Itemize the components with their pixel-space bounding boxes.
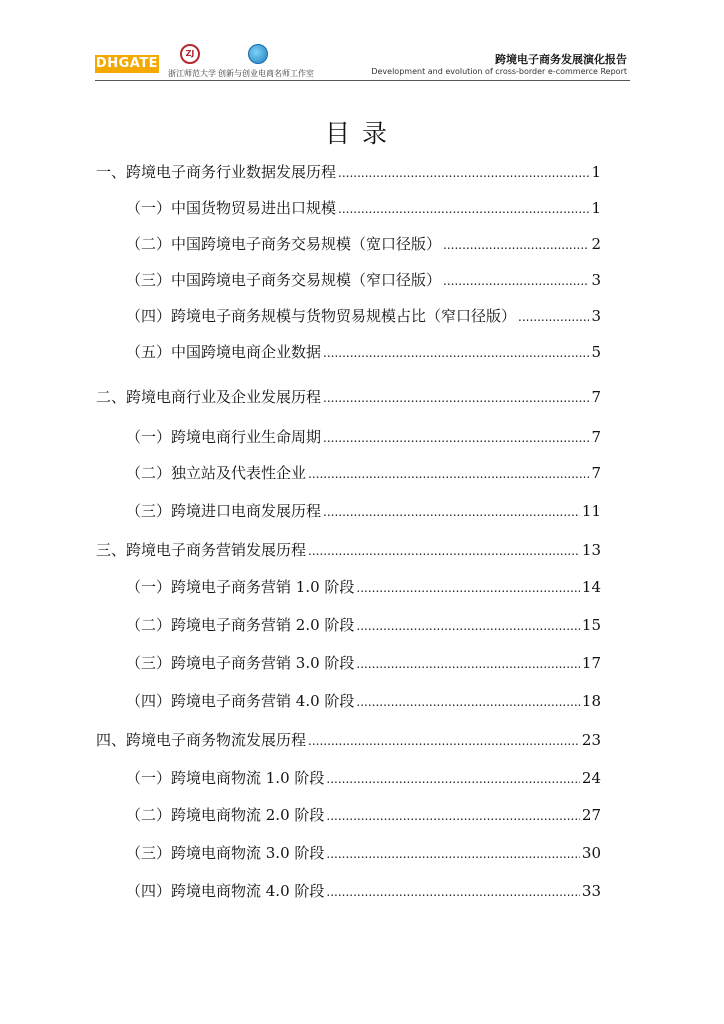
university-emblem-icon: ZJ [180,44,200,64]
dot-leader [323,386,589,410]
toc-entry-label: （一）跨境电子商务营销 1.0 阶段 [126,578,355,596]
dot-leader [326,804,580,828]
toc-entry-page: 13 [581,541,601,559]
toc-entry-page: 14 [581,578,601,596]
toc-entry-page: 2 [591,235,601,253]
toc-entry-label: （三）跨境进口电商发展历程 [126,502,322,520]
toc-entry-label: 一、跨境电子商务行业数据发展历程 [96,163,337,181]
toc-entry[interactable] [96,538,601,562]
dot-leader [308,462,589,486]
toc-entry[interactable] [96,232,601,256]
university-name: 浙江师范大学 [168,69,216,78]
toc-entry[interactable] [96,196,601,220]
toc-entry[interactable] [96,461,601,485]
toc-entry[interactable] [96,499,601,523]
globe-icon [248,44,268,64]
toc-entry-page: 24 [581,769,601,787]
toc-entry[interactable] [96,385,601,409]
toc-entry[interactable] [96,340,601,364]
toc-entry-page: 33 [581,882,601,900]
toc-entry-label: （一）中国货物贸易进出口规模 [126,199,337,217]
page-header [0,0,724,90]
university-logo [168,44,216,80]
toc-entry-label: （二）独立站及代表性企业 [126,464,307,482]
dot-leader [356,614,580,638]
toc-entry[interactable] [96,425,601,449]
dot-leader [356,652,580,676]
toc-entry[interactable] [96,728,601,752]
toc-entry-label: 三、跨境电子商务营销发展历程 [96,541,307,559]
dot-leader [443,269,589,293]
dot-leader [338,197,589,221]
toc-entry-label: （二）中国跨境电子商务交易规模（宽口径版） [126,235,442,253]
dot-leader [338,161,589,185]
toc-entry[interactable] [96,689,601,713]
dot-leader [443,233,589,257]
toc-entry[interactable] [96,766,601,790]
toc-entry-page: 17 [581,654,601,672]
toc-entry-page: 3 [591,271,601,289]
toc-entry[interactable] [96,879,601,903]
toc-entry[interactable] [96,803,601,827]
toc-entry-label: （五）中国跨境电商企业数据 [126,343,322,361]
toc-entry[interactable] [96,304,601,328]
toc-entry[interactable] [96,841,601,865]
toc-entry-label: （一）跨境电商物流 1.0 阶段 [126,769,325,787]
dot-leader [323,500,580,524]
dot-leader [326,880,580,904]
toc-entry[interactable] [96,575,601,599]
toc-entry-page: 7 [591,428,601,446]
toc-entry-label: （四）跨境电子商务营销 4.0 阶段 [126,692,355,710]
report-subtitle: Development and evolution of cross-border e-commerce Report [371,67,627,76]
dot-leader [518,305,589,329]
toc-entry-page: 5 [591,343,601,361]
toc-entry-label: （二）跨境电子商务营销 2.0 阶段 [126,616,355,634]
toc-entry-page: 18 [581,692,601,710]
toc-entry-page: 15 [581,616,601,634]
dot-leader [323,341,589,365]
toc-entry-page: 30 [581,844,601,862]
dhgate-logo: DHGATE [95,56,159,71]
toc-entry-page: 23 [581,731,601,749]
lab-logo [218,44,314,80]
dot-leader [326,767,580,791]
header-divider [95,80,630,81]
toc-entry-page: 1 [591,163,601,181]
report-title: 跨境电子商务发展演化报告 [495,53,627,66]
toc-title: 目录 [324,119,399,148]
toc-entry-label: （三）跨境电商物流 3.0 阶段 [126,844,325,862]
toc-entry-page: 1 [591,199,601,217]
dot-leader [323,426,589,450]
toc-entry-label: 四、跨境电子商务物流发展历程 [96,731,307,749]
toc-entry-page: 7 [591,388,601,406]
dot-leader [308,729,580,753]
toc-entry-label: 二、跨境电商行业及企业发展历程 [96,388,322,406]
toc-entry-label: （四）跨境电子商务规模与货物贸易规模占比（窄口径版） [126,307,517,325]
toc-entry-page: 7 [591,464,601,482]
toc-entry-label: （一）跨境电商行业生命周期 [126,428,322,446]
dot-leader [356,690,580,714]
toc-entry-label: （四）跨境电商物流 4.0 阶段 [126,882,325,900]
toc-entry-page: 27 [581,806,601,824]
toc-entry-page: 11 [581,502,601,520]
lab-name: 创新与创业电商名师工作室 [218,69,314,78]
toc-entry-label: （三）中国跨境电子商务交易规模（窄口径版） [126,271,442,289]
toc-entry[interactable] [96,613,601,637]
toc-entry-label: （二）跨境电商物流 2.0 阶段 [126,806,325,824]
toc-entry-page: 3 [591,307,601,325]
dot-leader [356,576,580,600]
dot-leader [308,539,580,563]
toc-entry[interactable] [96,268,601,292]
toc-entry[interactable] [96,160,601,184]
dot-leader [326,842,580,866]
toc-entry-label: （三）跨境电子商务营销 3.0 阶段 [126,654,355,672]
toc-entry[interactable] [96,651,601,675]
